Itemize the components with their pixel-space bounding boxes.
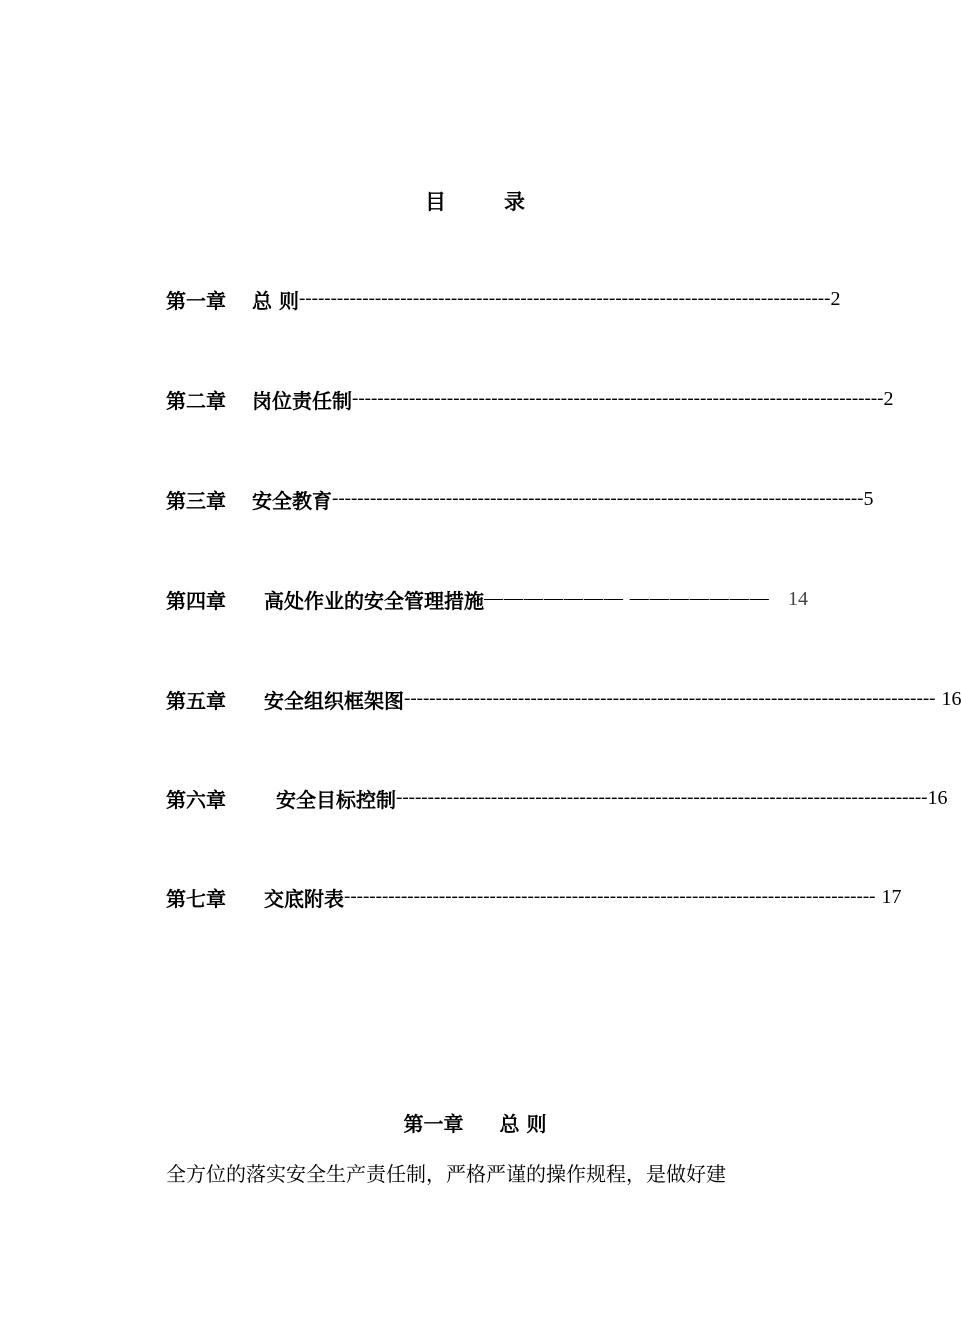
toc-entry[interactable] (166, 384, 894, 414)
toc-entry-name: 安全目标控制 (276, 787, 396, 812)
toc-entry-name: 安全教育 (252, 488, 332, 513)
toc-entry[interactable] (166, 484, 874, 514)
section-chapter: 第一章 (403, 1112, 464, 1136)
toc-entry-leader: ------------------------------------------------------------------------------------ (298, 288, 831, 309)
section-heading (0, 1108, 950, 1137)
toc-entry-page: 2 (883, 387, 894, 410)
toc-entry-page: 17 (881, 885, 902, 908)
toc-entry-chapter: 第六章 (166, 787, 226, 812)
toc-entry-chapter: 第三章 (166, 488, 226, 513)
toc-entry-page: 5 (863, 487, 874, 510)
section-title: 总 则 (499, 1112, 547, 1136)
toc-entry-leader: ——————— ——————— (484, 588, 770, 609)
toc-entry-leader: ------------------------------------------------------------------------------------ (396, 787, 928, 808)
toc-entry-chapter: 第二章 (166, 388, 226, 413)
toc-title-part1: 目 (425, 190, 446, 214)
toc-entry[interactable] (166, 584, 808, 614)
toc-entry-name: 岗位责任制 (252, 388, 352, 413)
toc-entry-name: 安全组织框架图 (264, 688, 404, 713)
toc-entry[interactable] (166, 783, 948, 813)
toc-entry-chapter: 第一章 (166, 288, 226, 313)
body-paragraph: 全方位的落实安全生产责任制，严格严谨的操作规程，是做好建 (166, 1162, 726, 1186)
toc-entry-name: 交底附表 (264, 886, 344, 911)
toc-entry-page: 16 (941, 687, 961, 710)
toc-entry-leader: ------------------------------------------------------------------------------------ (344, 886, 876, 907)
toc-entry-name: 高处作业的安全管理措施 (264, 588, 484, 613)
toc-entry-leader: ------------------------------------------------------------------------------------ (332, 488, 864, 509)
toc-entry-leader: ------------------------------------------------------------------------------------ (352, 388, 884, 409)
toc-entry-page: 16 (927, 786, 948, 809)
toc-entry[interactable] (166, 284, 841, 314)
toc-entry-chapter: 第四章 (166, 588, 226, 613)
toc-entry-page: 14 (788, 587, 808, 610)
toc-entry-chapter: 第七章 (166, 886, 226, 911)
toc-entry[interactable] (166, 684, 961, 714)
toc-entry-page: 2 (830, 287, 841, 310)
toc-entry-chapter: 第五章 (166, 688, 226, 713)
toc-entry[interactable] (166, 882, 902, 912)
toc-entry-name: 总 则 (252, 288, 299, 313)
toc-title (0, 186, 950, 216)
toc-entry-leader: ------------------------------------------------------------------------------------ (404, 688, 936, 709)
toc-title-part2: 录 (504, 190, 525, 214)
